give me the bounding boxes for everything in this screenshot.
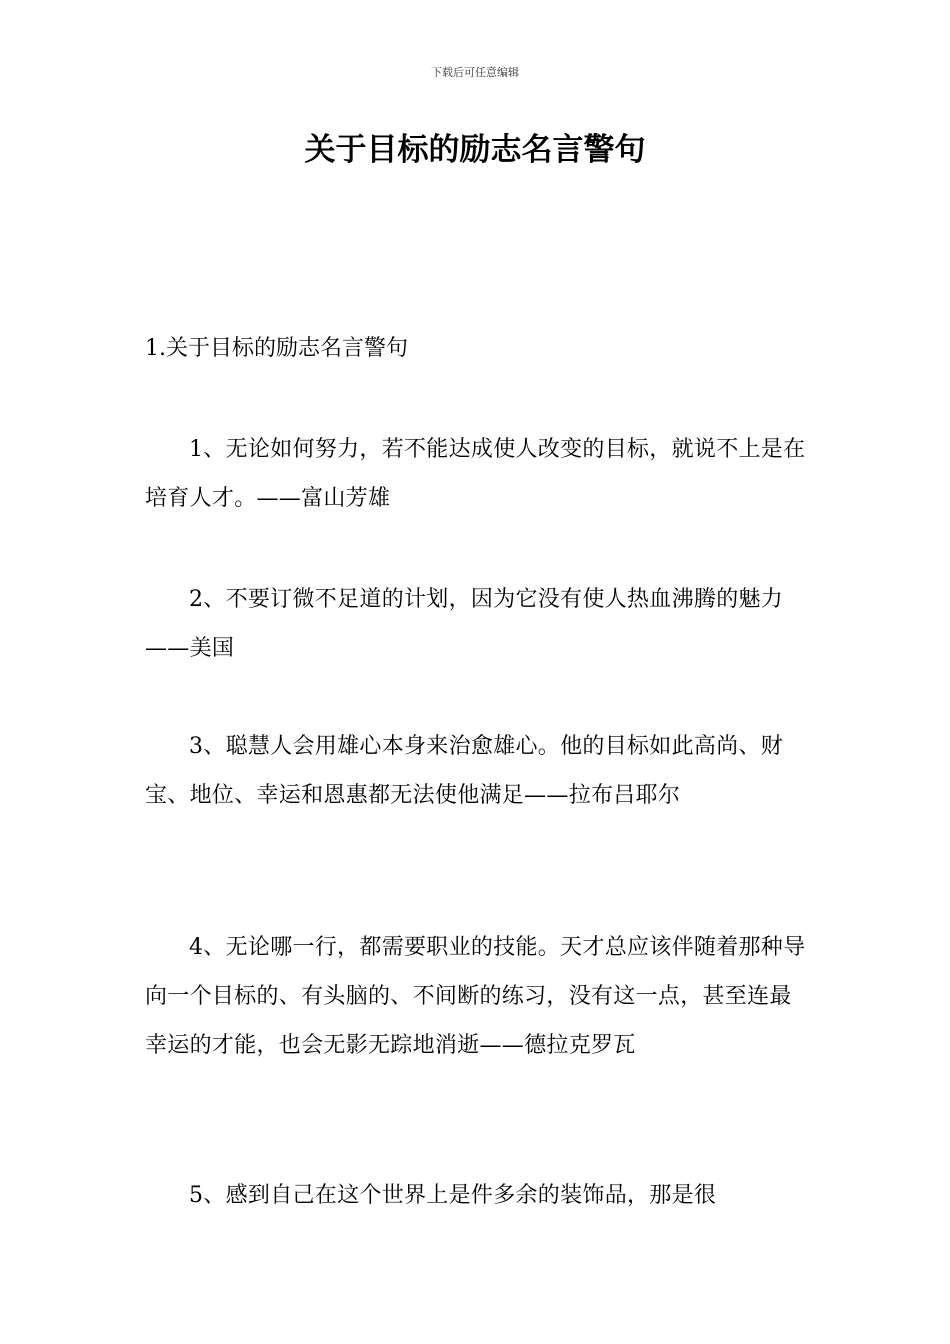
section-heading: 1.关于目标的励志名言警句 (145, 336, 408, 361)
quote-paragraph: 2、不要订微不足道的计划，因为它没有使人热血沸腾的魅力——美国 (145, 587, 784, 661)
header-note: 下载后可任意编辑 (431, 66, 519, 79)
quote-paragraph: 1、无论如何努力，若不能达成使人改变的目标，就说不上是在培育人才。——富山芳雄 (145, 437, 806, 511)
quote-paragraph: 3、聪慧人会用雄心本身来治愈雄心。他的目标如此高尚、财宝、地位、幸运和恩惠都无法使他满足——拉布吕耶尔 (145, 734, 784, 808)
quote-paragraph: 4、无论哪一行，都需要职业的技能。天才总应该伴随着那种导向一个目标的、有头脑的、不间断的练习，没有这一点，甚至连最幸运的才能，也会无影无踪地消逝——德拉克罗瓦 (145, 935, 806, 1058)
document-title: 关于目标的励志名言警句 (304, 132, 646, 168)
quote-paragraph: 5、感到自己在这个世界上是件多余的装饰品，那是很 (189, 1183, 717, 1208)
